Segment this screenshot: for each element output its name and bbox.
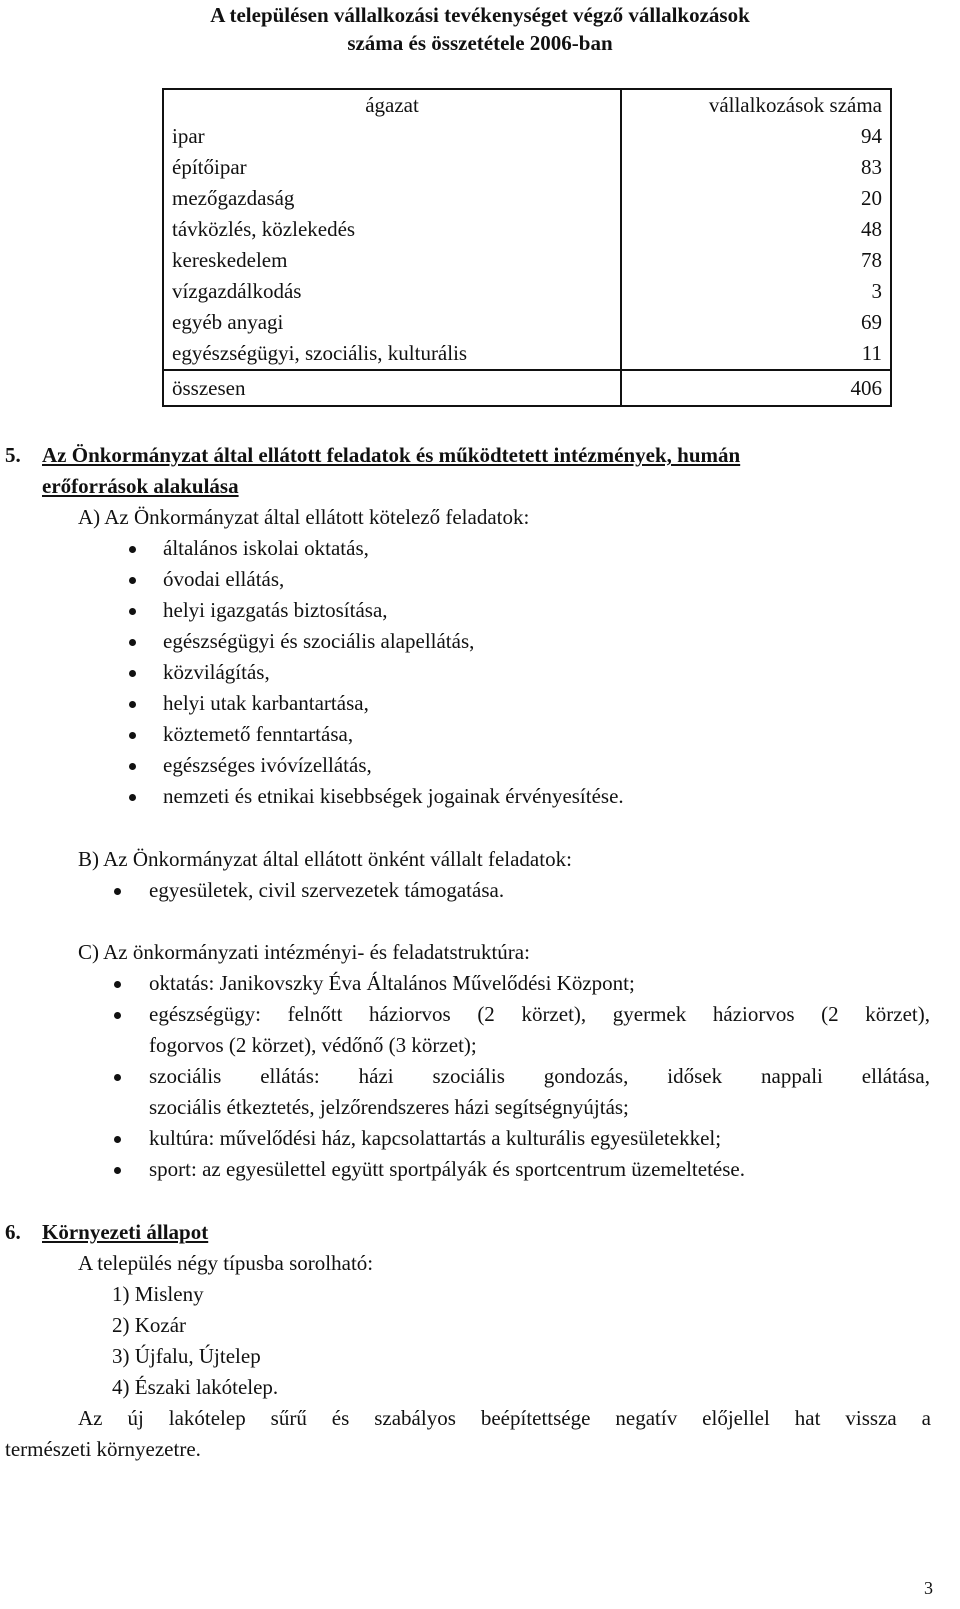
- bullet-icon: [129, 608, 136, 615]
- list-item: egészséges ivóvízellátás,: [163, 753, 372, 777]
- bullet-icon: [129, 577, 136, 584]
- count-cell: 78: [861, 248, 882, 272]
- count-cell: 3: [871, 279, 882, 303]
- list-item: óvodai ellátás,: [163, 567, 285, 591]
- table-row: [163, 214, 891, 245]
- section-6-heading: Környezeti állapot: [42, 1220, 209, 1244]
- bullet-icon: [114, 1074, 121, 1081]
- list-item: 3) Újfalu, Újtelep: [112, 1344, 261, 1368]
- sector-cell: kereskedelem: [163, 245, 621, 276]
- bullet-icon: [129, 546, 136, 553]
- count-cell: 83: [861, 155, 882, 179]
- table-total-row: [163, 370, 891, 406]
- table-row: [163, 307, 891, 338]
- bullet-icon: [129, 701, 136, 708]
- total-value: 406: [621, 370, 891, 406]
- bullet-icon: [114, 1167, 121, 1174]
- total-label: összesen: [163, 370, 621, 406]
- table-row: [163, 338, 891, 370]
- header-sector: ágazat: [163, 89, 621, 121]
- bullet-icon: [114, 981, 121, 988]
- list-item-continuation: fogorvos (2 körzet), védőnő (3 körzet);: [149, 1033, 477, 1057]
- list-item: általános iskolai oktatás,: [163, 536, 369, 560]
- list-item: köztemető fenntartása,: [163, 722, 354, 746]
- table-row: [163, 183, 891, 214]
- section-6-intro: A település négy típusba sorolható:: [78, 1251, 374, 1275]
- bullet-icon: [129, 763, 136, 770]
- bullet-icon: [129, 639, 136, 646]
- section-5-heading-line-2: erőforrások alakulása: [42, 474, 239, 498]
- section-5-heading-line-1: Az Önkormányzat által ellátott feladatok és működtetett intézmények, humán: [42, 443, 741, 467]
- sector-cell: építőipar: [163, 152, 621, 183]
- bullet-icon: [129, 670, 136, 677]
- list-item: 2) Kozár: [112, 1313, 187, 1337]
- table-header-row: [163, 89, 891, 121]
- list-item: kultúra: művelődési ház, kapcsolattartás a kulturális egyesületekkel;: [149, 1126, 722, 1150]
- table-row: [163, 152, 891, 183]
- list-item: oktatás: Janikovszky Éva Általános Művelődési Központ;: [149, 971, 635, 995]
- bullet-icon: [114, 888, 121, 895]
- bullet-icon: [129, 794, 136, 801]
- sector-cell: ipar: [163, 121, 621, 152]
- header-count: vállalkozások száma: [708, 93, 882, 117]
- list-item: 1) Misleny: [112, 1282, 204, 1306]
- count-cell: 20: [861, 186, 882, 210]
- section-a-intro: A) Az Önkormányzat által ellátott kötelező feladatok:: [78, 505, 530, 529]
- sector-cell: mezőgazdaság: [163, 183, 621, 214]
- section-b-intro: B) Az Önkormányzat által ellátott önként vállalt feladatok:: [78, 847, 572, 871]
- sector-cell: egyéb anyagi: [163, 307, 621, 338]
- table-row: [163, 276, 891, 307]
- enterprise-table: [162, 88, 892, 407]
- closing-paragraph-line-2: természeti környezetre.: [5, 1437, 201, 1461]
- list-item: sport: az egyesülettel együtt sportpályák és sportcentrum üzemeltetése.: [149, 1157, 745, 1181]
- list-item: 4) Északi lakótelep.: [112, 1375, 279, 1399]
- table-title-line-2: száma és összetétele 2006-ban: [347, 31, 613, 55]
- list-item: egészségügyi és szociális alapellátás,: [163, 629, 475, 653]
- section-6-number: 6.: [5, 1220, 21, 1244]
- list-item: egészségügy: felnőtt háziorvos (2 körzet), gyermek háziorvos (2 körzet),: [149, 1002, 930, 1026]
- section-5-number: 5.: [5, 443, 21, 467]
- sector-cell: vízgazdálkodás: [163, 276, 621, 307]
- table-row: [163, 245, 891, 276]
- bullet-icon: [114, 1136, 121, 1143]
- bullet-icon: [114, 1012, 121, 1019]
- section-c-intro: C) Az önkormányzati intézményi- és feladatstruktúra:: [78, 940, 530, 964]
- list-item: helyi utak karbantartása,: [163, 691, 369, 715]
- list-item: helyi igazgatás biztosítása,: [163, 598, 388, 622]
- list-item: egyesületek, civil szervezetek támogatása.: [149, 878, 505, 902]
- sector-cell: távközlés, közlekedés: [163, 214, 621, 245]
- closing-paragraph-line-1: Az új lakótelep sűrű és szabályos beépítettsége negatív előjellel hat vissza a: [78, 1406, 931, 1430]
- list-item-continuation: szociális étkeztetés, jelzőrendszeres házi segítségnyújtás;: [149, 1095, 629, 1119]
- count-cell: 69: [861, 310, 882, 334]
- count-cell: 11: [861, 341, 882, 365]
- bullet-icon: [129, 732, 136, 739]
- count-cell: 48: [861, 217, 882, 241]
- count-cell: 94: [861, 124, 882, 148]
- list-item: szociális ellátás: házi szociális gondozás, idősek nappali ellátása,: [149, 1064, 930, 1088]
- table-row: [163, 121, 891, 152]
- list-item: nemzeti és etnikai kisebbségek jogainak érvényesítése.: [163, 784, 624, 808]
- list-item: közvilágítás,: [163, 660, 270, 684]
- sector-cell: egyészségügyi, szociális, kulturális: [163, 338, 621, 370]
- table-title-line-1: A településen vállalkozási tevékenységet végző vállalkozások: [210, 3, 750, 27]
- page-number: 3: [924, 1578, 933, 1598]
